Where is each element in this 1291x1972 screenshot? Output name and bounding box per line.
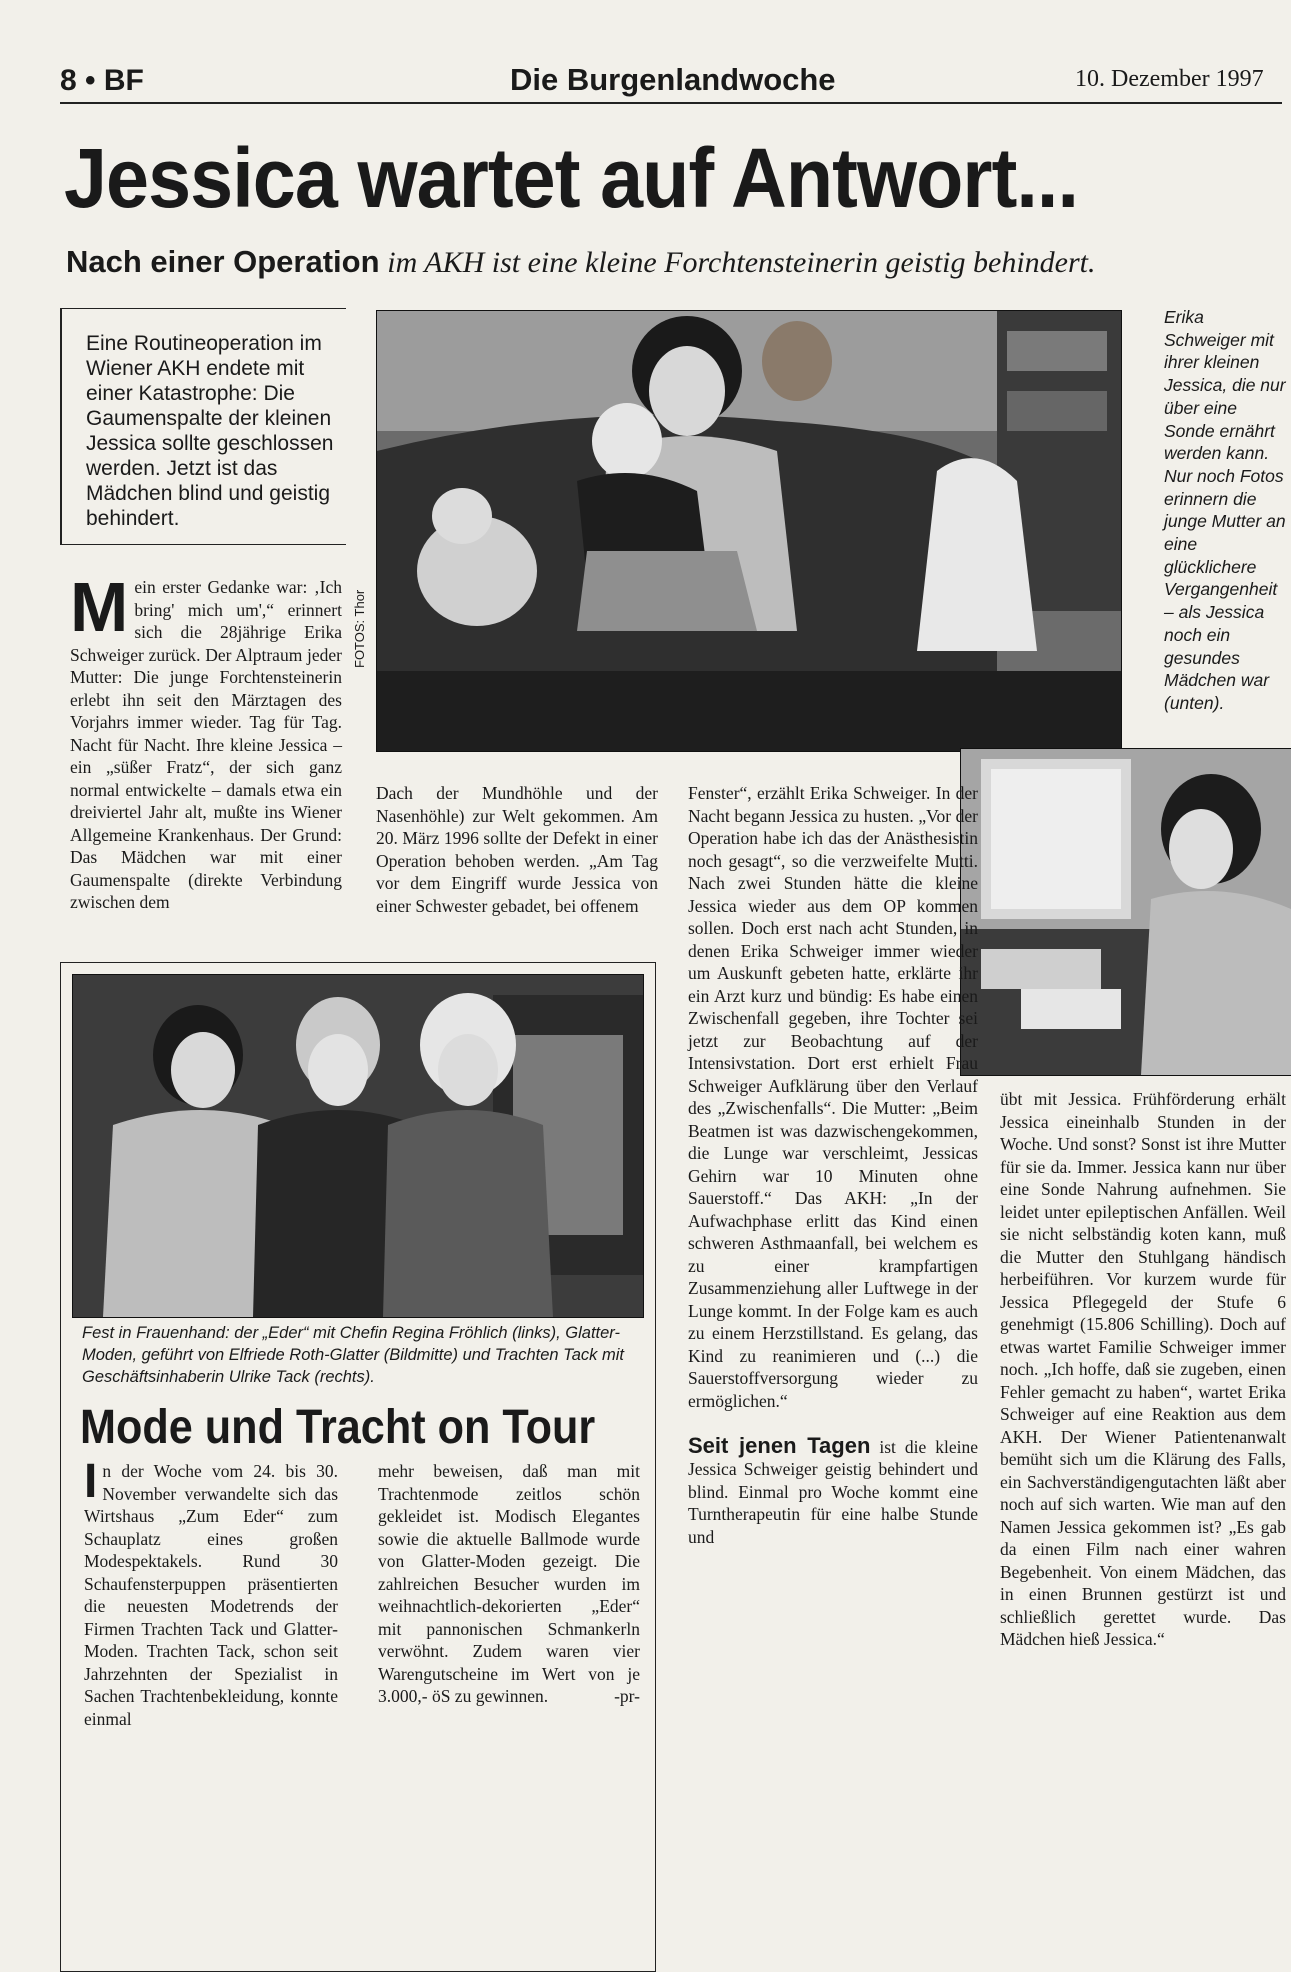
sidebar-text-2: mehr beweisen, daß man mit Trachtenmode zeitlos schön gekleidet ist. Modisch Elegantes sowie die aktuelle Ballmode wurde von Glatter-Moden gezeigt. Die zahlreichen Besucher wurden im weihnachtlich-dekorierten „Eder“ mit pannonischen Schmankerln verwöhnt. Zudem waren vier Warengutscheine im Wert von je 3.000,- öS zu gewinnen.: [378, 1461, 640, 1706]
article-text-3: Fenster“, erzählt Erika Schweiger. In der Nacht begann Jessica zu husten. „Vor der Operation habe ich das der Anästhesistin noch gesagt“, so die verzweifelte Mutti. Nach zwei Stunden hätte die kleine Jessica wieder aus dem OP kommen sollen. Doch erst nach acht Stunden, in denen Erika Schweiger immer wieder um Auskunft gebeten hatte, erklärte ihr ein Arzt kurz und bündig: Es habe einen Zwischenfall gegeben, ihre Tochter sei jetzt zur Beobachtung auf der Intensivstation. Dort erst erhielt Frau Schweiger Aufklärung über den Verlauf des „Zwischenfalls“. Die Mutter: „Beim Beatmen ist was dazwischengekommen, die Lunge war verschleimt, Jessicas Gehirn war 10 Minuten ohne Sauerstoff.“ Das AKH: „In der Aufwachphase erlitt das Kind einen schweren Asthmaanfall, bei welchem es zu einer krampfartigen Zusammenziehung aller Luftwege in der Lunge kommt. In der Folge kam es auch zu einem Herzstillstand. Es gelang, das Kind zu reanimieren und (...) die Sauerstoffversorgung wieder zu ermöglichen.“: [688, 783, 978, 1411]
subheadline-italic: im AKH ist eine kleine Forchtensteinerin geistig behindert.: [387, 246, 1096, 279]
headline: Jessica wartet auf Antwort...: [64, 131, 1079, 225]
article-column-1: [70, 568, 342, 914]
photo-mother-with-photos: [960, 748, 1291, 1076]
issue-date: 10. Dezember 1997: [1075, 66, 1264, 92]
photo-mother-and-child: [376, 310, 1122, 752]
sidebar-caption: Fest in Frauenhand: der „Eder“ mit Chefin Regina Fröhlich (links), Glatter-Moden, geführt von Elfriede Roth-Glatter (Bildmitte) und Trachten Tack mit Geschäftsinhaberin Ulrike Tack (rechts).: [82, 1324, 624, 1386]
photo-three-women: [72, 974, 644, 1318]
article-column-2: Dach der Mundhöhle und der Nasenhöhle) zur Welt gekommen. Am 20. März 1996 sollte der Defekt in einer Operation behoben werden. „Am Tag vor dem Eingriff wurde Jessica von einer Schwester gebadet, bei offenem: [376, 783, 658, 916]
intro-text: Eine Routineoperation im Wiener AKH endete mit einer Katastrophe: Die Gaumenspalte der kleinen Jessica sollte geschlossen werden. Jetzt ist das Mädchen blind und geistig behindert.: [86, 332, 334, 530]
subheadline: [66, 244, 1095, 280]
photo-caption: Erika Schweiger mit ihrer kleinen Jessica, die nur über eine Sonde ernährt werden kann. Nur noch Fotos erinnern die junge Mutter an eine glücklichere Vergangenheit – als Jessica noch ein gesundes Mädchen war (unten).: [1164, 307, 1286, 713]
intro-box: [60, 308, 346, 545]
photo-credit: FOTOS: Thor: [352, 589, 367, 668]
page-number: 8 • BF: [60, 64, 144, 97]
article-text-1: ein erster Gedanke war: ‚Ich bring' mich um',“ erinnert sich die 28jährige Erika Schweiger zurück. Der Alptraum jeder Mutter: Die junge Forchtensteinerin erlebt ihn seit den Märztagen des Vorjahrs immer wieder. Tag für Tag. Nacht für Nacht. Ihre kleine Jessica – ein „süßer Fratz“, der sich ganz normal entwickelte – damals etwa ein dreiviertel Jahr alt, mußte ins Wiener Allgemeine Krankenhaus. Der Grund: Das Mädchen war mit einer Gaumenspalte (direkte Verbindung zwischen dem: [70, 577, 342, 912]
publication-name: Die Burgenlandwoche: [510, 62, 836, 97]
article-column-4: übt mit Jessica. Frühförderung erhält Jessica eineinhalb Stunden in der Woche. Und sonst? Sonst ist ihre Mutter für sie da. Immer. Jessica kann nur über eine Sonde Nahrung aufnehmen. Sie leidet unter epileptischen Anfällen. Weil sie nicht selbständig koten kann, muß die Mutter den Stuhlgang händisch herbeiführen. Vor kurzem wurde für Jessica Pflegegeld der Stufe 6 genehmigt (15.806 Schilling). Doch auf etwas wartet Familie Schweiger immer noch. „Ich hoffe, daß sie zugeben, einen Fehler gemacht zu haben“, wartet Erika Schweiger auf eine Reaktion aus dem AKH. Der Wiener Patientenanwalt bemüht sich um die Klärung des Falls, ein Sachverständigengutachten läßt aber noch auf sich warten. Wie man auf den Namen Jessica gekommen ist? „Es gab da einen Film nach einer wahren Begebenheit. Von einem Mädchen, das in einen Brunnen gestürzt ist und schließlich gerettet wurde. Das Mädchen hieß Jessica.“: [1000, 1089, 1286, 1649]
article-column-3: [688, 782, 978, 1548]
author-signature: -pr-: [614, 1686, 640, 1706]
dropcap: M: [70, 568, 129, 646]
sidebar-dropcap: I: [84, 1455, 98, 1508]
sidebar-column-1: [84, 1455, 338, 1730]
page-header: [60, 60, 1282, 104]
subheadline-bold: Nach einer Operation: [66, 244, 380, 279]
article-text-3b: ist die kleine Jessica Schweiger geistig behindert und blind. Einmal pro Woche kommt eine Turntherapeutin für eine halbe Stunde und: [688, 1436, 978, 1547]
sidebar-text-1: n der Woche vom 24. bis 30. November verwandelte sich das Wirtshaus „Zum Eder“ zum Schauplatz eines großen Modespektakels. Rund 30 Schaufensterpuppen präsentierten die neuesten Modetrends der Firmen Trachten Tack und Glatter-Moden. Trachten Tack, schon seit Jahrzehnten der Spezialist in Sachen Trachtenbekleidung, konnte einmal: [84, 1461, 338, 1729]
sidebar-column-2: [378, 1460, 640, 1708]
sidebar-title: Mode und Tracht on Tour: [80, 1401, 596, 1454]
section-subheading: Seit jenen Tagen: [688, 1432, 871, 1458]
